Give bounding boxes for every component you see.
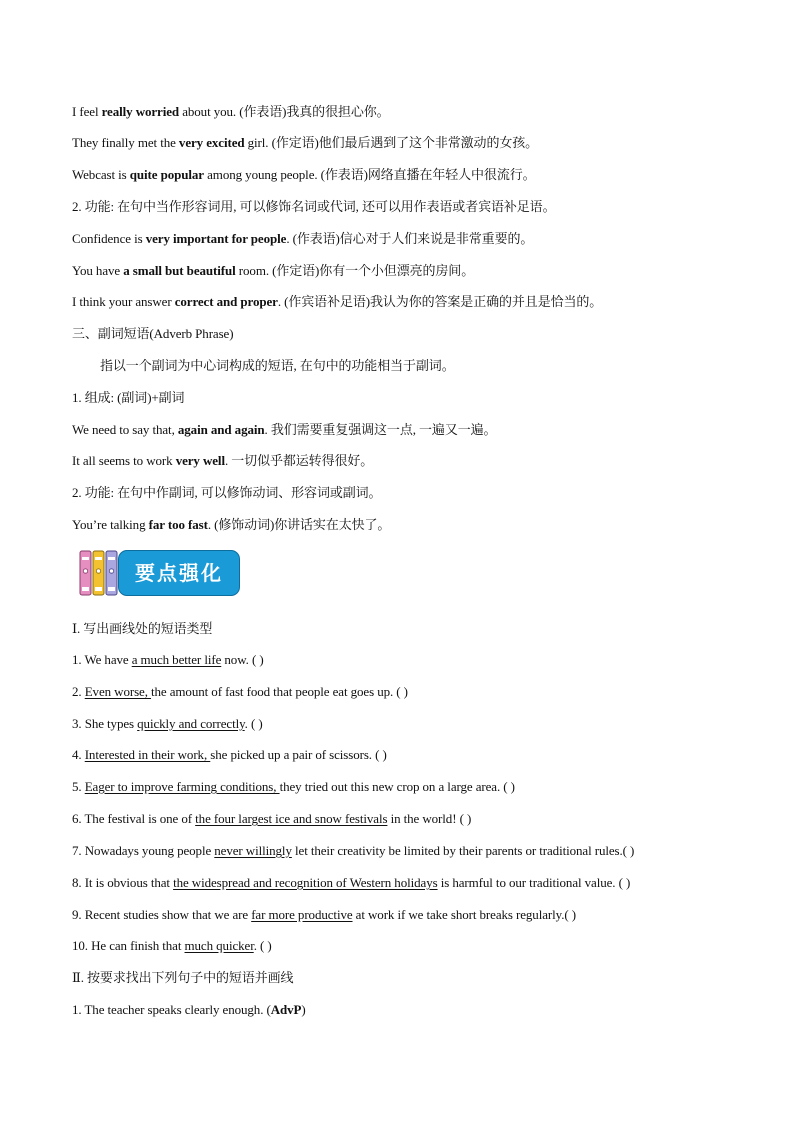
text-segment: Confidence is bbox=[72, 231, 146, 246]
text-segment: We need to say that, bbox=[72, 422, 178, 437]
notes-line bbox=[72, 166, 536, 184]
text-segment: at work if we take short breaks regularly.( ) bbox=[352, 907, 576, 922]
text-segment: room. (作定语)你有一个小但漂亮的房间。 bbox=[235, 263, 475, 278]
text-segment: 6. The festival is one of bbox=[72, 811, 196, 826]
bold-phrase: very excited bbox=[178, 135, 245, 150]
bold-phrase: a small but beautiful bbox=[123, 263, 236, 278]
section-banner bbox=[78, 548, 240, 598]
text-segment: 3. She types bbox=[72, 716, 138, 731]
text-segment: . 我们需要重复强调这一点, 一遍又一遍。 bbox=[264, 422, 497, 437]
exercise-line bbox=[72, 842, 634, 860]
text-segment: 10. He can finish that bbox=[72, 938, 185, 953]
underlined-phrase: the four largest ice and snow festivals bbox=[195, 811, 388, 826]
text-segment: . (作宾语补足语)我认为你的答案是正确的并且是恰当的。 bbox=[277, 294, 603, 309]
bold-phrase: very well bbox=[175, 453, 225, 468]
text-segment: I think your answer bbox=[72, 294, 175, 309]
text-segment: 9. Recent studies show that we are bbox=[72, 907, 252, 922]
text-segment: . (作表语)信心对于人们来说是非常重要的。 bbox=[286, 231, 534, 246]
underlined-phrase: Even worse, bbox=[84, 684, 152, 699]
text-segment: . 一切似乎都运转得很好。 bbox=[224, 453, 374, 468]
exercise-line bbox=[72, 620, 212, 638]
exercise-line bbox=[72, 969, 293, 987]
notes-line bbox=[72, 262, 474, 280]
text-segment: 7. Nowadays young people bbox=[72, 843, 215, 858]
exercise-line bbox=[72, 937, 272, 955]
text-segment: in the world! ( ) bbox=[387, 811, 472, 826]
notes-line bbox=[72, 421, 496, 439]
text-segment: You have bbox=[72, 263, 124, 278]
exercise-line bbox=[72, 906, 576, 924]
underlined-phrase: never willingly bbox=[214, 843, 292, 858]
text-segment: she picked up a pair of scissors. ( ) bbox=[210, 747, 387, 762]
underlined-phrase: Eager to improve farming conditions, bbox=[84, 779, 280, 794]
text-segment: I feel bbox=[72, 104, 102, 119]
text-segment: . ( ) bbox=[244, 716, 263, 731]
bold-phrase: really worried bbox=[101, 104, 180, 119]
exercise-line bbox=[72, 715, 263, 733]
notes-line bbox=[72, 389, 184, 407]
text-segment: They finally met the bbox=[72, 135, 179, 150]
text-segment: 2. 功能: 在句中当作形容词用, 可以修饰名词或代词, 还可以用作表语或者宾语补足语。 bbox=[72, 199, 556, 214]
bold-phrase: very important for people bbox=[145, 231, 287, 246]
text-segment: about you. (作表语)我真的很担心你。 bbox=[179, 104, 390, 119]
notes-line bbox=[72, 230, 533, 248]
notes-line bbox=[72, 293, 602, 311]
bold-phrase: correct and proper bbox=[174, 294, 278, 309]
books-icon bbox=[78, 549, 122, 597]
bold-phrase: quite popular bbox=[129, 167, 204, 182]
text-segment: 2. bbox=[72, 684, 85, 699]
notes-line bbox=[100, 357, 455, 375]
text-segment: ) bbox=[301, 1002, 306, 1017]
text-segment: It all seems to work bbox=[72, 453, 176, 468]
underlined-phrase: far more productive bbox=[251, 907, 353, 922]
underlined-phrase: much quicker bbox=[184, 938, 254, 953]
exercise-line bbox=[72, 746, 387, 764]
text-segment: the amount of fast food that people eat goes up. ( ) bbox=[151, 684, 408, 699]
text-segment: 1. The teacher speaks clearly enough. ( bbox=[72, 1002, 271, 1017]
text-segment: 5. bbox=[72, 779, 85, 794]
notes-line bbox=[72, 452, 373, 470]
exercise-line bbox=[72, 810, 471, 828]
underlined-phrase: quickly and correctly bbox=[137, 716, 245, 731]
text-segment: . ( ) bbox=[253, 938, 272, 953]
text-segment: among young people. (作表语)网络直播在年轻人中很流行。 bbox=[203, 167, 536, 182]
text-segment: 1. 组成: (副词)+副词 bbox=[72, 390, 185, 405]
text-segment: 8. It is obvious that bbox=[72, 875, 174, 890]
bold-phrase: again and again bbox=[177, 422, 265, 437]
exercise-line bbox=[72, 1001, 306, 1019]
exercise-line bbox=[72, 874, 630, 892]
notes-line bbox=[72, 103, 390, 121]
text-segment: let their creativity be limited by their parents or traditional rules.( ) bbox=[291, 843, 635, 858]
text-segment: 4. bbox=[72, 747, 85, 762]
text-segment: they tried out this new crop on a large area. ( ) bbox=[279, 779, 515, 794]
notes-line bbox=[72, 484, 381, 502]
text-segment: now. ( ) bbox=[221, 652, 264, 667]
notes-line bbox=[72, 325, 233, 343]
text-segment: Ⅰ. 写出画线处的短语类型 bbox=[72, 621, 213, 636]
exercise-line bbox=[72, 778, 515, 796]
exercise-line bbox=[72, 651, 264, 669]
underlined-phrase: a much better life bbox=[131, 652, 222, 667]
text-segment: . (修饰动词)你讲话实在太快了。 bbox=[207, 517, 391, 532]
text-segment: 三、副词短语(Adverb Phrase) bbox=[72, 326, 234, 341]
bold-phrase: far too fast bbox=[148, 517, 208, 532]
text-segment: girl. (作定语)他们最后遇到了这个非常激动的女孩。 bbox=[244, 135, 539, 150]
text-segment: Webcast is bbox=[72, 167, 130, 182]
banner-label: 要点强化 bbox=[118, 550, 240, 596]
underlined-phrase: Interested in their work, bbox=[84, 747, 211, 762]
text-segment: 指以一个副词为中心词构成的短语, 在句中的功能相当于副词。 bbox=[100, 358, 455, 373]
bold-phrase: AdvP bbox=[270, 1002, 302, 1017]
text-segment: is harmful to our traditional value. ( ) bbox=[437, 875, 631, 890]
text-segment: 1. We have bbox=[72, 652, 132, 667]
exercise-line bbox=[72, 683, 408, 701]
notes-line bbox=[72, 198, 555, 216]
text-segment: 2. 功能: 在句中作副词, 可以修饰动词、形容词或副词。 bbox=[72, 485, 382, 500]
notes-line bbox=[72, 516, 390, 534]
underlined-phrase: the widespread and recognition of Western holidays bbox=[173, 875, 438, 890]
text-segment: Ⅱ. 按要求找出下列句子中的短语并画线 bbox=[72, 970, 294, 985]
text-segment: You’re talking bbox=[72, 517, 149, 532]
notes-line bbox=[72, 134, 538, 152]
